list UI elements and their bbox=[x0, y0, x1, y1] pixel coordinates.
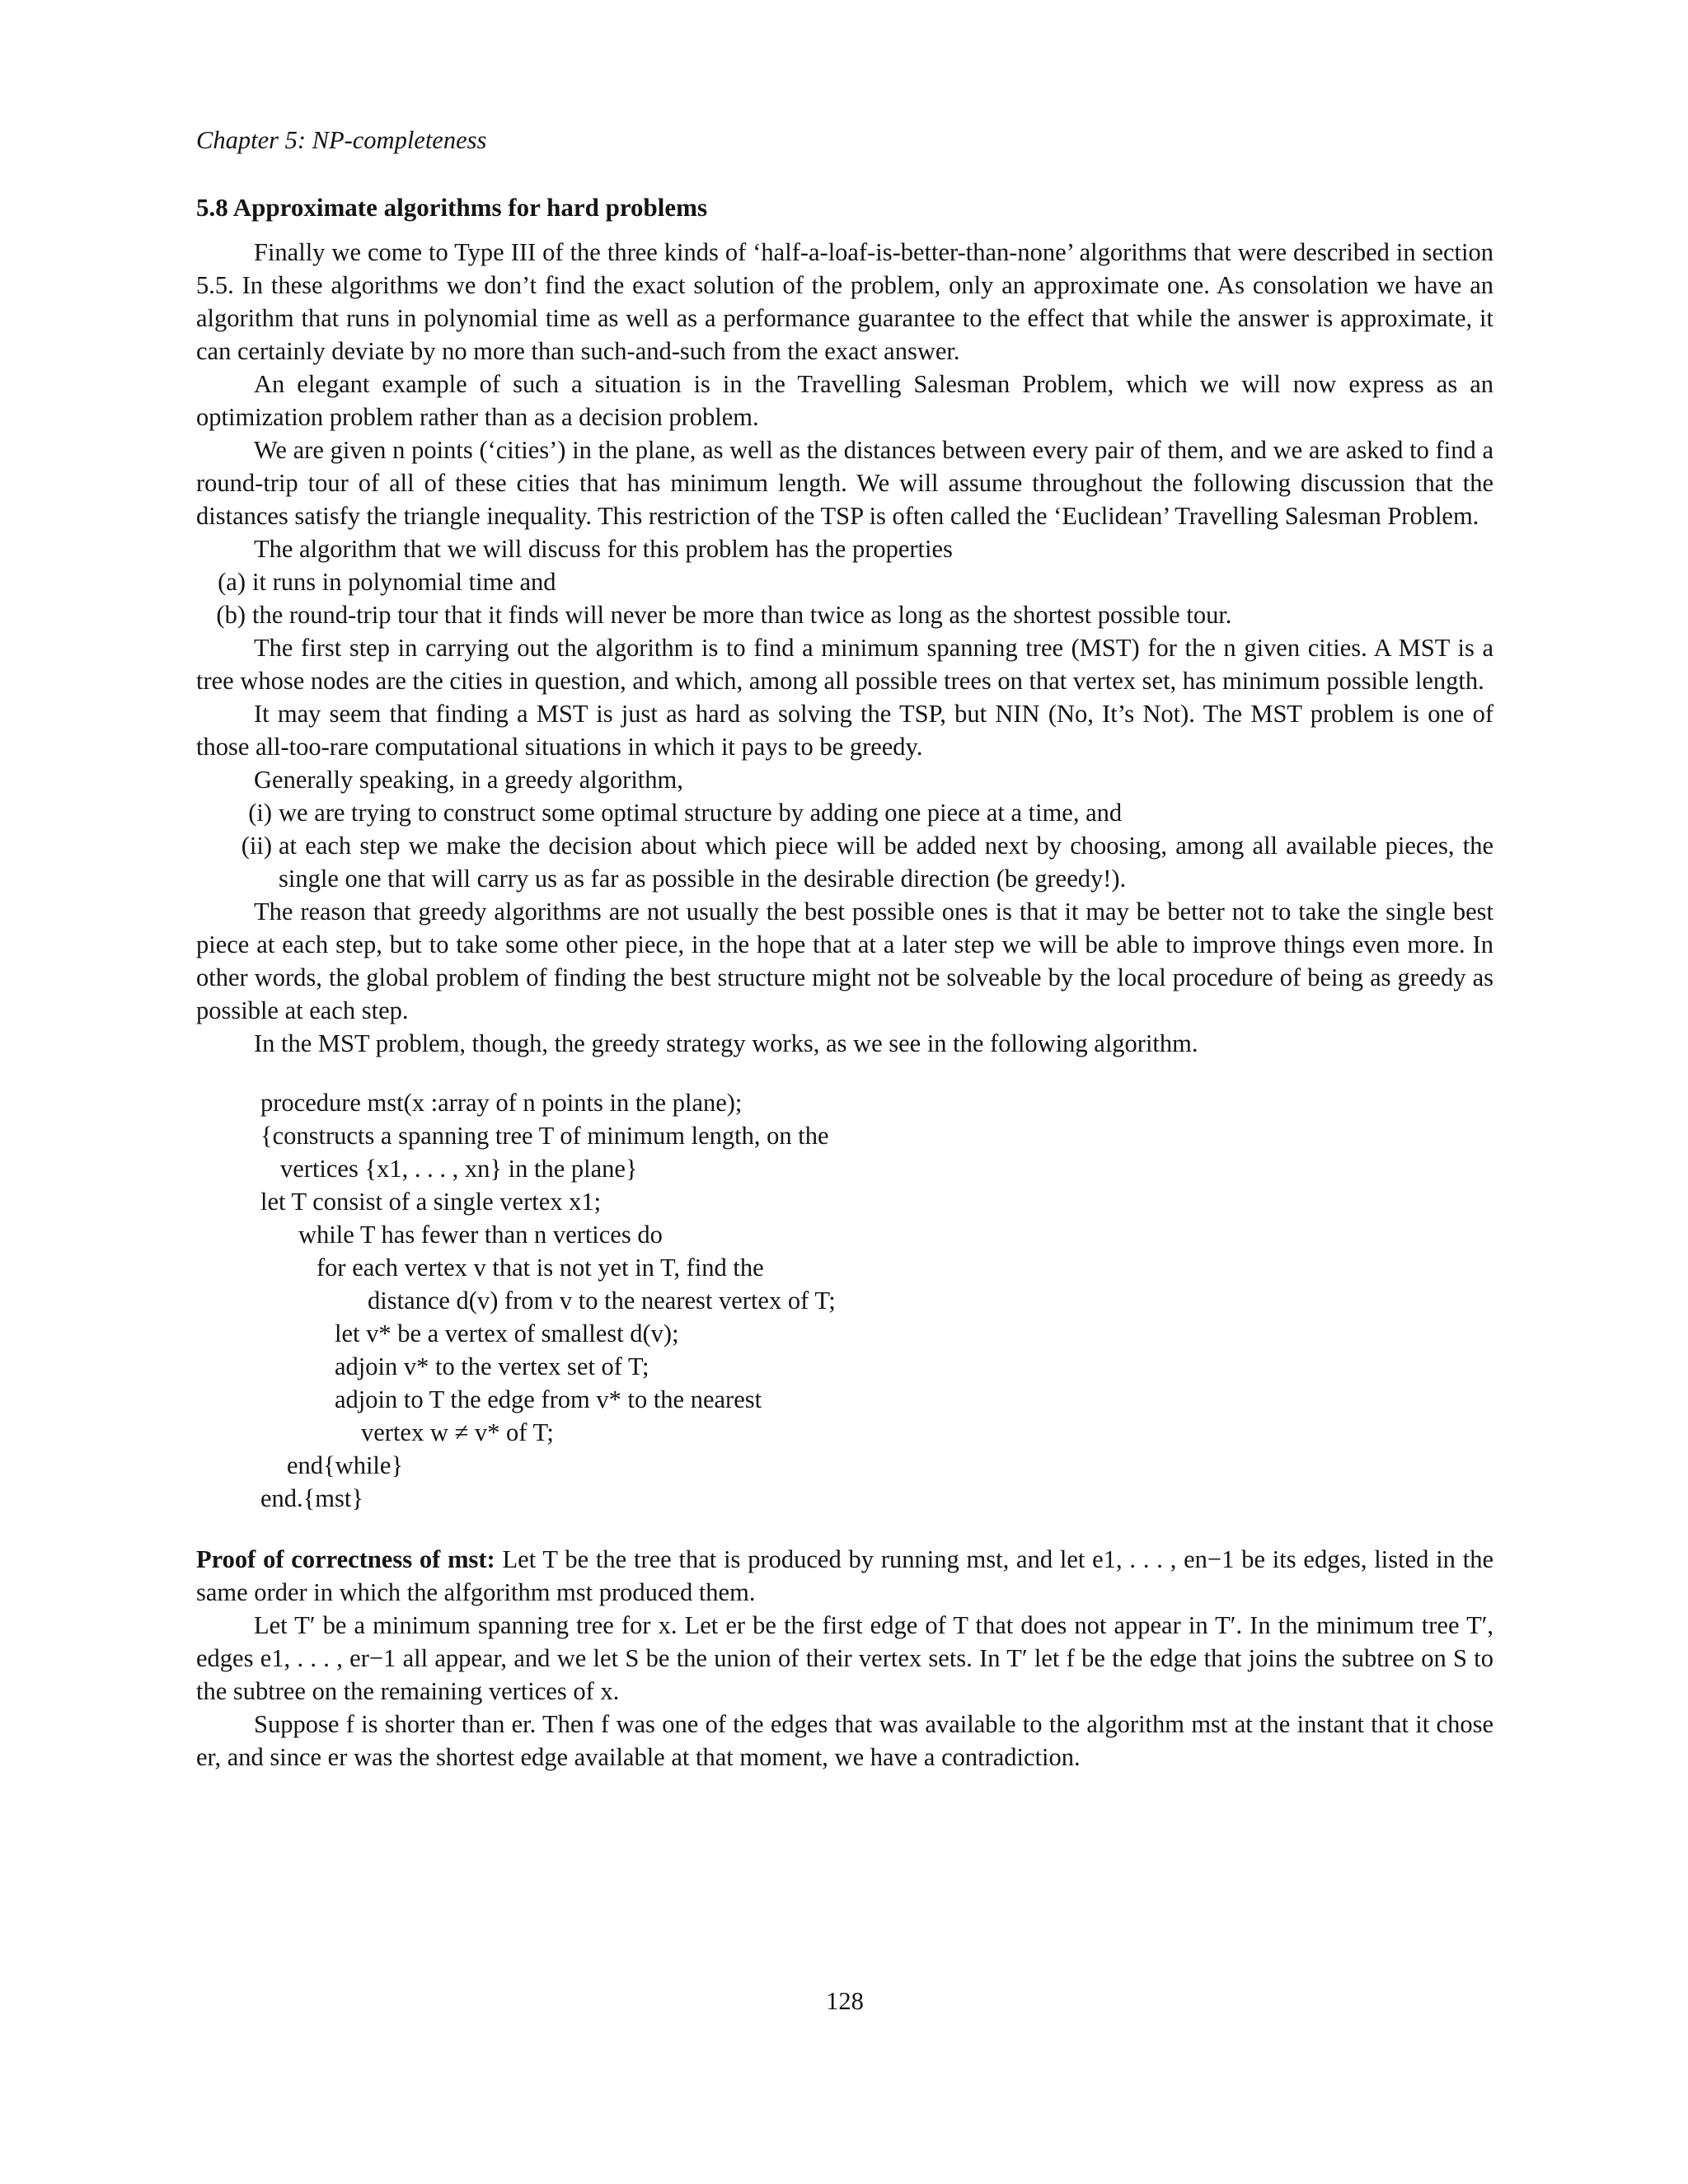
list-item-b bbox=[196, 598, 1493, 631]
list-text-b: the round-trip tour that it finds will never be more than twice as long as the shortest possible tour. bbox=[252, 601, 1232, 629]
list-text-ii: at each step we make the decision about which piece will be added next by choosing, among all available pieces, the single one that will carry us as far as possible in the desirable direction (be greedy!). bbox=[279, 832, 1493, 893]
running-head: Chapter 5: NP-completeness bbox=[196, 126, 487, 154]
algo-line: adjoin v* to the vertex set of T; bbox=[335, 1352, 649, 1380]
algo-line: let T consist of a single vertex x1; bbox=[260, 1188, 602, 1216]
list-item-a bbox=[196, 565, 1493, 598]
algo-line: distance d(v) from v to the nearest vertex of T; bbox=[368, 1286, 836, 1315]
algo-line: end{while} bbox=[287, 1451, 404, 1479]
algo-line: {constructs a spanning tree T of minimum length, on the bbox=[260, 1122, 829, 1150]
algo-line: adjoin to T the edge from v* to the nearest bbox=[335, 1385, 762, 1413]
section-title: 5.8 Approximate algorithms for hard problems bbox=[196, 193, 708, 222]
algo-line: vertex w ≠ v* of T; bbox=[361, 1418, 554, 1446]
page-number: 128 bbox=[826, 1987, 864, 2015]
algo-line: while T has fewer than n vertices do bbox=[298, 1221, 663, 1249]
list-item-i bbox=[196, 796, 1493, 829]
list-label-a: (a) bbox=[218, 568, 246, 596]
algo-line: let v* be a vertex of smallest d(v); bbox=[335, 1319, 679, 1347]
algo-line: end.{mst} bbox=[260, 1484, 364, 1512]
paragraph-nin: It may seem that finding a MST is just as hard as solving the TSP, but NIN (No, It’s Not). The MST problem is one of those all-too-rare computational situations in which it pays to be greedy. bbox=[196, 700, 1493, 761]
paragraph-mst-greedy: In the MST problem, though, the greedy strategy works, as we see in the following algorithm. bbox=[254, 1029, 1198, 1057]
paragraph-greedy-reason: The reason that greedy algorithms are not usually the best possible ones is that it may be better not to take the single best piece at each step, but to take some other piece, in the hope that at a later step we will be able to improve things even more. In other words, the global problem of finding the best structure might not be solveable by the local procedure of being as greedy as possible at each step. bbox=[196, 898, 1493, 1024]
list-text-a: it runs in polynomial time and bbox=[252, 568, 556, 596]
proof-heading: Proof of correctness of mst: bbox=[196, 1545, 495, 1573]
paragraph-greedy-intro: Generally speaking, in a greedy algorithm, bbox=[254, 766, 683, 794]
proof-paragraph-2: Let T′ be a minimum spanning tree for x. Let er be the first edge of T that does not appear in T′. In the minimum tree T′, edges e1, . . . , er−1 all appear, and we let S be the union of their vertex sets. In T′ let f be the edge that joins the subtree on S to the subtree on the remaining vertices of x. bbox=[196, 1611, 1493, 1705]
list-text-i: we are trying to construct some optimal structure by adding one piece at a time, and bbox=[279, 799, 1123, 827]
algo-line: for each vertex v that is not yet in T, find the bbox=[316, 1254, 764, 1282]
proof-text-1: Let T be the tree that is produced by running mst, and let e1, . . . , en−1 be its edges, listed in the same order in which the alfgorithm mst produced them. bbox=[196, 1545, 1493, 1606]
paragraph-cities: We are given n points (‘cities’) in the plane, as well as the distances between every pair of them, and we are asked to find a round-trip tour of all of these cities that has minimum length. We will assume throughout the following discussion that the distances satisfy the triangle inequality. This restriction of the TSP is often called the ‘Euclidean’ Travelling Salesman Problem. bbox=[196, 436, 1493, 530]
algo-line: procedure mst(x :array of n points in the plane); bbox=[260, 1089, 743, 1117]
algo-line: vertices {x1, . . . , xn} in the plane} bbox=[280, 1155, 638, 1183]
algorithm-block bbox=[260, 1086, 1493, 1515]
list-item-ii bbox=[196, 829, 1493, 895]
list-label-ii: (ii) bbox=[241, 832, 272, 860]
proof-paragraph-3: Suppose f is shorter than er. Then f was one of the edges that was available to the algorithm mst at the instant that it chose er, and since er was the shortest edge available at that moment, we have a contradiction. bbox=[196, 1710, 1493, 1771]
proof-paragraph-1 bbox=[196, 1543, 1493, 1609]
page-body bbox=[196, 124, 1493, 2015]
paragraph-type-iii: Finally we come to Type III of the three kinds of ‘half-a-loaf-is-better-than-none’ algorithms that were described in section 5.5. In these algorithms we don’t find the exact solution of the problem, only an approximate one. As consolation we have an algorithm that runs in polynomial time as well as a performance guarantee to the effect that while the answer is approximate, it can certainly deviate by no more than such-and-such from the exact answer. bbox=[196, 238, 1493, 365]
paragraph-tsp-example: An elegant example of such a situation is in the Travelling Salesman Problem, which we will now express as an optimization problem rather than as a decision problem. bbox=[196, 370, 1493, 431]
paragraph-mst-first-step: The first step in carrying out the algorithm is to find a minimum spanning tree (MST) for the n given cities. A MST is a tree whose nodes are the cities in question, and which, among all possible trees on that vertex set, has minimum possible length. bbox=[196, 634, 1493, 695]
list-label-b: (b) bbox=[216, 601, 246, 629]
list-label-i: (i) bbox=[248, 799, 272, 827]
paragraph-properties: The algorithm that we will discuss for this problem has the properties bbox=[254, 535, 953, 563]
